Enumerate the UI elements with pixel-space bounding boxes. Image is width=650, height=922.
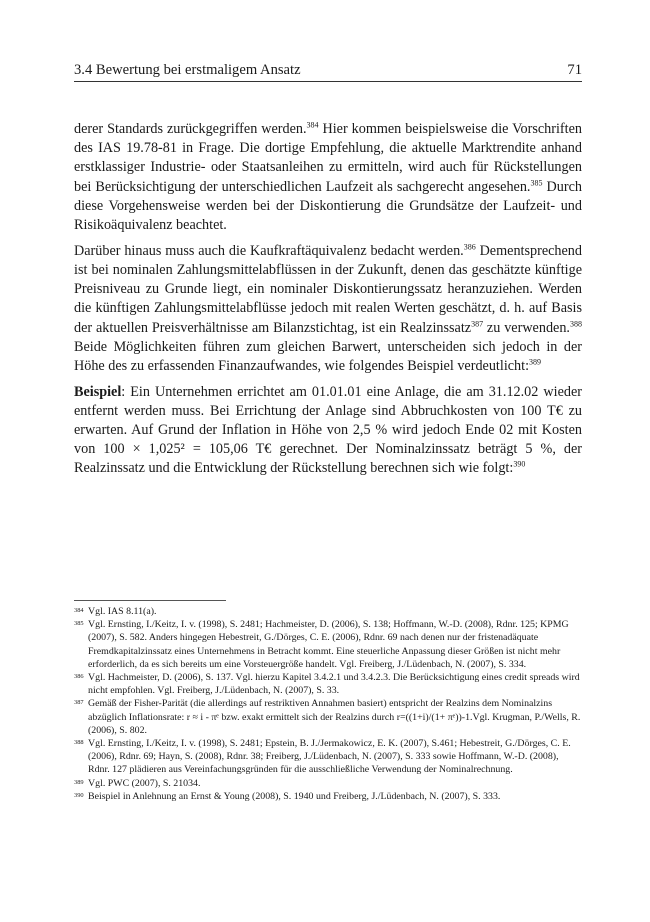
footnotes	[74, 605, 582, 803]
footnote-text: Vgl. Ernsting, I./Keitz, I. v. (1998), S. 2481; Epstein, B. J./Jermakowicz, E. K. (2007), S.461; Hebestreit, G./Dörges, C. E. (2006), Rdnr. 69; Hayn, S. (2008), Rdnr. 38; Freiberg, J./Lüdenbach, N. (2007), S. 333 sowie Hoffmann, W.-D. (2008), Rdnr. 127 plädieren aus Vereinfachungsgründen für die ausschließliche Verwendung der Nominalrechnung.	[88, 738, 571, 776]
paragraph-2	[74, 242, 582, 376]
footnote-ref-388[interactable]: 388	[569, 319, 582, 329]
text-run: Beide Möglichkeiten führen zum gleichen Barwert, unterscheiden sich jedoch in der Höhe des zu erfassenden Finanzaufwandes, wie folgendes Beispiel verdeutlicht:	[74, 338, 582, 374]
footnote-ref-390[interactable]: 390	[513, 459, 526, 469]
footnote-text: Vgl. Ernsting, I./Keitz, I. v. (1998), S. 2481; Hachmeister, D. (2006), S. 138; Hoffmann, W.-D. (2008), Rdnr. 125; KPMG (2007), S. 582. Anders hingegen Hebestreit, G./Dörges, C. E. (2006), Rdnr. 69 nach denen nur der fristenadäquate Fremdkapitalzinssatz eines Unternehmens in Betracht kommt. Eine steuerliche Anpassung dieser Größen ist nicht mehr erforderlich, da es sich bereits um eine Vorsteuergröße handelt. Vgl. Freiberg, J./Lüdenbach, N. (2007), S. 334.	[88, 619, 569, 670]
footnote-rule	[74, 600, 226, 601]
running-head	[74, 62, 582, 79]
text-run: Hier kommen beispielsweise die Vorschriften des IAS 19.78-81 in Frage. Die dortige Empfehlung, die aktuelle Marktrendite anhand erstklassiger Industrie- oder Staatsanleihen zu ermitteln, wird auch für Rückstellungen bei Berücksichtigung der unterschiedlichen Laufzeit als sachgerecht angesehen.	[74, 121, 582, 195]
footnote-text: Beispiel in Anlehnung an Ernst & Young (2008), S. 1940 und Freiberg, J./Lüdenbach, N. (2007), S. 333.	[88, 790, 501, 802]
footnote-number: 388	[74, 739, 84, 747]
footnote	[74, 790, 582, 803]
footnote-number: 385	[74, 620, 84, 628]
footnote-number: 390	[74, 791, 84, 799]
footnote	[74, 737, 582, 777]
example-label: Beispiel	[74, 383, 122, 400]
footnote	[74, 618, 582, 671]
footnote-text: Gemäß der Fisher-Parität (die allerdings auf restriktiven Annahmen basiert) entspricht der Realzins dem Nominalzins abzüglich Inflationsrate: r ≈ i - πᵉ bzw. exakt ermittelt sich der Realzins durch r=((1+i)/(1+ πᵉ))-1.Vgl. Krugman, P./Wells, R. (2006), S. 802.	[88, 698, 581, 736]
footnote-number: 389	[74, 778, 84, 786]
paragraph-3	[74, 383, 582, 479]
text-run: Darüber hinaus muss auch die Kaufkraftäquivalenz bedacht werden.	[74, 242, 464, 259]
footnote-number: 384	[74, 607, 84, 614]
paragraph-1	[74, 120, 582, 235]
text-run: Dementsprechend ist bei nominalen Zahlungsmittelabflüssen in der Zukunft, denen das geschätzte künftige Preisniveau zu Grunde liegt, ein nominaler Diskontierungssatz heranzuziehen. Werden die künftigen Zahlungsmittelabflüsse jedoch mit realen Werten geschätzt, d. h. auf Basis der aktuellen Preisverhältnisse am Bilanzstichtag, ist ein Realzinssatz	[74, 242, 582, 336]
text-run: : Ein Unternehmen errichtet am 01.01.01 eine Anlage, die am 31.12.02 wieder entfernt werden muss. Bei Errichtung der Anlage sind Abbruchkosten von 100 T€ zu erwarten. Auf Grund der Inflation in Höhe von 2,5 % wird jedoch Ende 02 mit Kosten von 100 × 1,025² = 105,06 T€ gerechnet. Der Nominalzinssatz beträgt 5 %, der Realzinssatz und die Entwicklung der Rückstellung berechnen sich wie folgt:	[74, 383, 582, 477]
footnote-text: Vgl. Hachmeister, D. (2006), S. 137. Vgl. hierzu Kapitel 3.4.2.1 und 3.4.2.3. Die Berücksichtigung eines credit spreads wird nicht empfohlen. Vgl. Freiberg, J./Lüdenbach, N. (2007), S. 33.	[88, 672, 580, 697]
footnote-ref-387[interactable]: 387	[471, 319, 484, 329]
header-rule	[74, 81, 582, 82]
body-text	[74, 120, 582, 485]
text-run: derer Standards zurückgegriffen werden.	[74, 121, 307, 137]
footnote-ref-386[interactable]: 386	[463, 242, 476, 252]
footnote-ref-384[interactable]: 384	[306, 120, 319, 130]
section-title: 3.4 Bewertung bei erstmaligem Ansatz	[74, 62, 301, 78]
footnote-text: Vgl. IAS 8.11(a).	[88, 606, 157, 617]
footnote	[74, 605, 582, 618]
footnote-ref-389[interactable]: 389	[529, 357, 542, 367]
footnote	[74, 777, 582, 790]
footnote-ref-385[interactable]: 385	[530, 178, 543, 188]
text-run: zu verwenden.	[483, 319, 570, 336]
footnote-text: Vgl. PWC (2007), S. 21034.	[88, 777, 201, 789]
text-run: Durch diese Vorgehensweise werden bei der Diskontierung die Grundsätze der Laufzeit- und Risikoäquivalenz beachtet.	[74, 178, 582, 234]
footnote	[74, 671, 582, 697]
footnote-number: 386	[74, 673, 84, 681]
page-number: 71	[567, 62, 582, 78]
footnote-number: 387	[74, 699, 84, 707]
footnote	[74, 697, 582, 737]
